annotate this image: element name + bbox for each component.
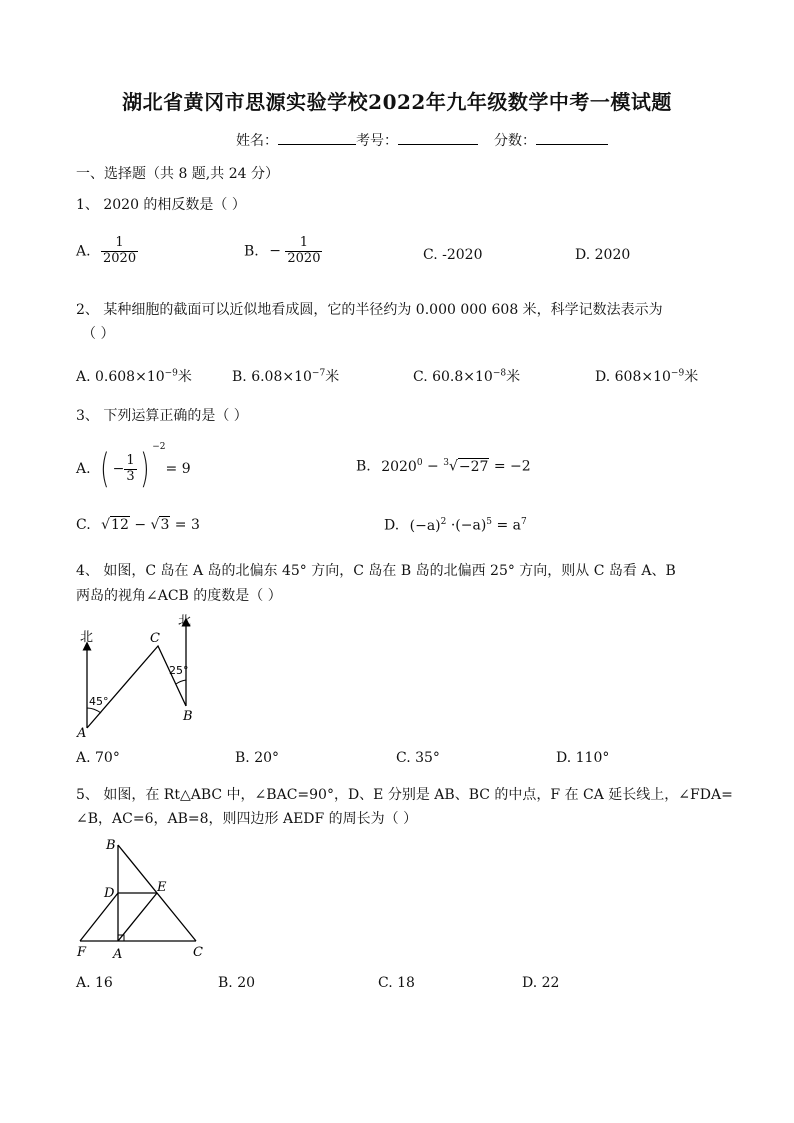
angle-arc-a <box>87 708 101 713</box>
exponent: −2 <box>152 442 166 452</box>
minus-sign: − <box>112 461 125 477</box>
q5-figure <box>70 835 220 965</box>
page-title: 湖北省黄冈市思源实验学校2022年九年级数学中考一模试题 <box>122 90 672 114</box>
option-label: B. <box>244 243 259 260</box>
question-1-stem: 1、 2020 的相反数是（ ） <box>76 197 246 213</box>
option-text: D. 608×10 <box>595 369 671 385</box>
option-label: B. <box>356 458 371 475</box>
section-heading: 一、选择题（共 8 题,共 24 分） <box>76 166 279 182</box>
denominator: 3 <box>126 468 135 484</box>
exponent: −9 <box>164 368 178 379</box>
equation-rhs: = 3 <box>170 517 200 533</box>
q3-option-d[interactable] <box>384 517 527 534</box>
q3-option-b[interactable] <box>356 458 531 475</box>
point-b-label: B <box>106 838 116 853</box>
equation-rhs: = −2 <box>489 458 531 475</box>
exam-no-label: 考号： <box>356 133 398 149</box>
question-5-stem-cont: ∠B，AC=6，AB=8，则四边形 AEDF 的周长为（ ） <box>76 811 418 827</box>
q5-option-d[interactable]: D. 22 <box>522 975 560 991</box>
option-text: B. 6.08×10 <box>232 369 312 385</box>
fraction <box>285 236 322 267</box>
exponent: −7 <box>311 368 326 379</box>
equation-rhs: = a <box>492 517 522 534</box>
q2-option-c[interactable] <box>413 366 520 386</box>
q1-option-c[interactable]: C. -2020 <box>423 247 483 263</box>
point-c-label: C <box>150 631 160 646</box>
point-e-label: E <box>157 880 167 895</box>
q4-figure <box>70 610 210 745</box>
term: (−a) <box>409 517 441 534</box>
q2-option-b[interactable] <box>232 366 339 386</box>
student-info-line <box>236 130 608 150</box>
radicand: 3 <box>160 517 170 533</box>
name-label: 姓名： <box>236 133 278 149</box>
numerator: 1 <box>115 235 124 250</box>
q3-option-a[interactable] <box>76 442 191 492</box>
option-label: D. <box>384 517 400 534</box>
question-2-stem: 2、 某种细胞的截面可以近似地看成圆，它的半径约为 0.000 000 608 米，科学记数法表示为 <box>76 302 663 318</box>
root-sign: √ <box>448 458 458 475</box>
q4-option-d[interactable]: D. 110° <box>556 750 610 766</box>
exponent: 2 <box>440 517 447 527</box>
angle-45-label: 45° <box>89 695 109 708</box>
option-text: C. 60.8×10 <box>413 369 493 385</box>
question-4-stem: 4、 如图，C 岛在 A 岛的北偏东 45° 方向，C 岛在 B 岛的北偏西 25° 方向，则从 C 岛看 A、B <box>76 563 676 579</box>
point-a-label: A <box>113 947 123 962</box>
option-label: A. <box>76 243 91 260</box>
segment-ae <box>118 893 157 941</box>
option-label: A. <box>76 461 91 477</box>
question-4-stem-cont: 两岛的视角∠ACB 的度数是（ ） <box>76 588 282 604</box>
q4-option-c[interactable]: C. 35° <box>396 750 440 766</box>
angle-25-label: 25° <box>169 664 189 677</box>
exponent: 0 <box>416 458 423 468</box>
base: 2020 <box>381 458 417 475</box>
root-sign: √ <box>150 517 160 533</box>
numerator: 1 <box>126 452 135 468</box>
question-5-stem: 5、 如图，在 Rt△ABC 中，∠BAC=90°，D、E 分别是 AB、BC 的中点，F 在 CA 延长线上，∠FDA= <box>76 787 733 803</box>
q3-option-c[interactable] <box>76 517 200 533</box>
denominator: 2020 <box>103 250 137 266</box>
question-2-stem-cont: （ ） <box>82 326 115 342</box>
q5-option-b[interactable]: B. 20 <box>218 975 256 991</box>
q1-option-b[interactable] <box>244 236 322 267</box>
q4-option-b[interactable]: B. 20° <box>235 750 280 766</box>
minus-sign: − <box>269 243 281 260</box>
denominator: 2020 <box>287 250 321 266</box>
unit: 米 <box>684 369 699 385</box>
q1-option-a[interactable] <box>76 236 138 267</box>
right-paren: ) <box>139 446 150 492</box>
triangle-path <box>87 646 186 728</box>
unit: 米 <box>506 369 521 385</box>
q1-option-d[interactable]: D. 2020 <box>575 247 631 263</box>
unit: 米 <box>177 369 192 385</box>
unit: 米 <box>325 369 340 385</box>
score-label: 分数： <box>494 133 536 149</box>
numerator: 1 <box>299 235 309 250</box>
point-c-label: C <box>193 945 203 960</box>
operator: − <box>422 458 444 475</box>
equation-rhs: = 9 <box>165 461 191 477</box>
term: ·(−a) <box>446 517 487 534</box>
north-label-2: 北 <box>178 614 192 629</box>
q2-option-a[interactable] <box>76 366 192 386</box>
left-paren: ( <box>100 446 110 492</box>
q4-option-a[interactable]: A. 70° <box>76 750 120 766</box>
exponent: −8 <box>492 368 507 379</box>
point-b-label: B <box>183 709 193 724</box>
root-index: 3 <box>443 458 449 468</box>
score-field[interactable] <box>536 130 608 145</box>
question-3-stem: 3、 下列运算正确的是（ ） <box>76 408 248 424</box>
q2-option-d[interactable] <box>595 366 698 386</box>
north-label-1: 北 <box>80 630 94 645</box>
operator: − <box>129 517 151 533</box>
angle-arc-b <box>176 680 186 684</box>
fraction <box>101 236 138 267</box>
point-f-label: F <box>77 945 87 960</box>
option-label: C. <box>76 517 91 533</box>
exponent: −9 <box>670 368 685 379</box>
root-sign: √ <box>101 517 111 533</box>
fraction <box>124 454 136 485</box>
q5-option-c[interactable]: C. 18 <box>378 975 415 991</box>
point-d-label: D <box>104 886 115 901</box>
q5-option-a[interactable]: A. 16 <box>76 975 113 991</box>
name-field[interactable] <box>278 130 356 145</box>
exponent: 5 <box>486 517 493 527</box>
option-text: A. 0.608×10 <box>76 369 165 385</box>
exam-no-field[interactable] <box>398 130 478 145</box>
point-a-label: A <box>77 726 87 741</box>
exponent: 7 <box>521 517 527 527</box>
radicand: 12 <box>111 517 129 533</box>
radicand: −27 <box>458 458 489 475</box>
